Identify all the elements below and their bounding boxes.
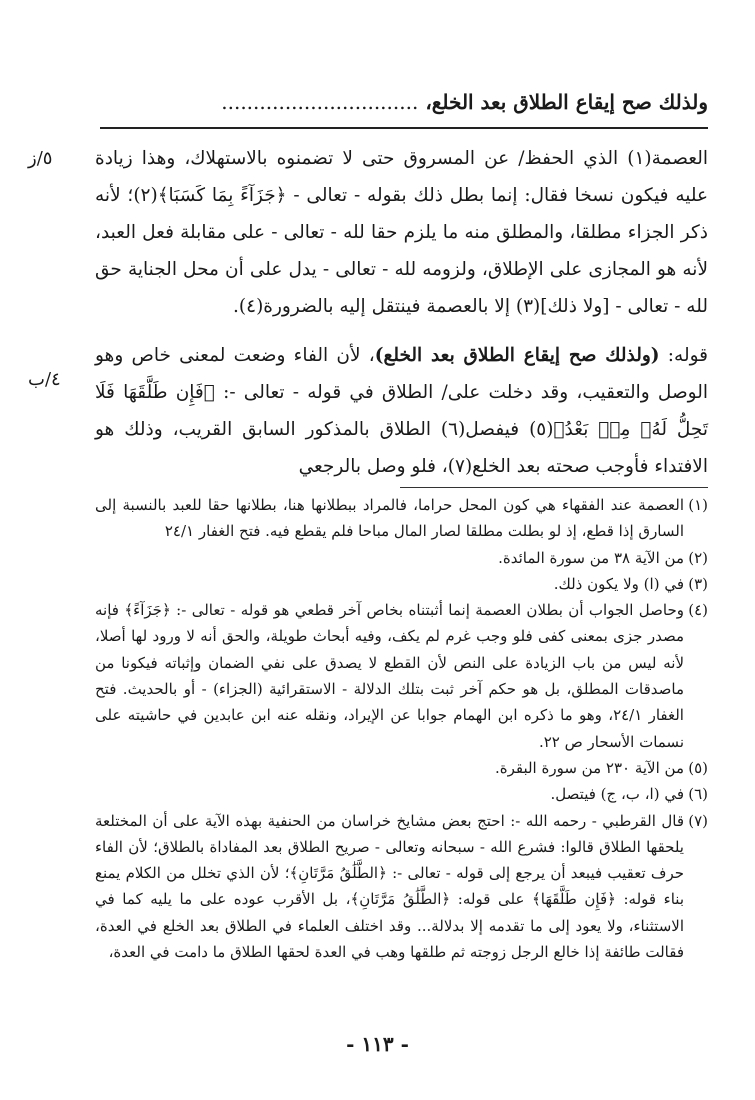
footnote-number: (٦) bbox=[688, 785, 708, 804]
footnote-7 bbox=[95, 808, 708, 966]
paragraph-2-text: ، لأن الفاء وضعت لمعنى خاص وهو الوصل والتعقيب، وقد دخلت على/ الطلاق في قوله - تعالى -: ﴿فَإِن طَلَّقَهَا فَلَا تَحِلُّ لَهُۥ مِنۢ بَعْدُ﴾(٥) فيفصل(٦) الطلاق بالمذكور السابق القريب، وذلك هو الافتداء فأوجب صحته بعد الخلع(٧)، فلو وصل بالرجعي bbox=[95, 345, 709, 477]
footnote-text: من الآية ٢٣٠ من سورة البقرة. bbox=[494, 758, 684, 777]
footnote-number: (١) bbox=[688, 496, 708, 514]
header-dots: ............................... bbox=[221, 90, 419, 114]
running-title: ولذلك صح إيقاع الطلاق بعد الخلع، bbox=[425, 90, 708, 114]
running-header bbox=[100, 84, 708, 120]
quote-label: قوله: bbox=[667, 345, 708, 366]
footnote-1 bbox=[95, 492, 708, 545]
header-rule bbox=[100, 127, 708, 129]
footnote-number: (٢) bbox=[688, 548, 708, 567]
footnote-3 bbox=[95, 571, 708, 597]
footnote-2 bbox=[95, 545, 708, 571]
paragraph-1: العصمة(١) الذي الحفظ/ عن المسروق حتى لا تضمنوه بالاستهلاك، وهذا زيادة عليه فيكون نسخا فقال: إنما بطل ذلك بقوله - تعالى - ﴿جَزَآءً بِمَا كَسَبَا﴾(٢)؛ لأنه ذكر الجزاء مطلقا، والمطلق منه ما يلزم حقا لله - تعالى - على مقابلة فعل العبد، لأنه هو المجازى على الإطلاق، ولزومه لله - تعالى - يدل على أن محل الجناية حق لله - تعالى - [ولا ذلك](٣) إلا بالعصمة فينتقل إليه بالضرورة(٤). bbox=[95, 148, 709, 317]
footnote-number: (٤) bbox=[688, 601, 708, 620]
footnote-6 bbox=[95, 781, 708, 807]
footnote-text: في (ا، ب، ج) فيتصل. bbox=[550, 785, 684, 804]
footnote-5 bbox=[95, 755, 708, 781]
footnote-number: (٥) bbox=[688, 758, 708, 777]
paragraph-2 bbox=[95, 337, 708, 485]
footnote-number: (٧) bbox=[688, 811, 708, 830]
footnote-number: (٣) bbox=[688, 574, 708, 593]
main-text bbox=[95, 140, 708, 485]
footnote-text: في (ا) ولا يكون ذلك. bbox=[553, 574, 684, 593]
quoted-heading: (ولذلك صح إيقاع الطلاق بعد الخلع) bbox=[374, 345, 660, 366]
footnote-text: العصمة عند الفقهاء هي كون المحل حراما، فالمراد ببطلانها هنا، بطلانها حقا للعبد بالنسبة إلى السارق إذا قطع، إذ لو بطلت مطلقا لصار المال مباحا فلم يقطع فيه. فتح الغفار ٢٤/١ bbox=[95, 496, 684, 541]
footnote-rule bbox=[400, 487, 708, 488]
margin-note-second: ٤/ب bbox=[28, 369, 61, 390]
footnote-text: قال القرطبي - رحمه الله -: احتج بعض مشايخ خراسان من الحنفية بهذه الآية على أن المختلعة يلحقها الطلاق قالوا: فشرع الله - سبحانه وتعالى - صريح الطلاق بعد المفاداة بالطلاق؛ لأن الفاء حرف تعقيب فيبعد أن يرجع إلى قوله - تعالى -: ﴿الطَّلَٰقُ مَرَّتَانِ﴾؛ لأن الذي تخلل من الكلام يمنع بناء قوله: ﴿فَإِن طَلَّقَهَا﴾ على قوله: ﴿الطَّلَٰقُ مَرَّتَانِ﴾، بل الأقرب عوده على ما يليه كما في الاستثناء، ولا يعود إلى ما تقدمه إلا بدلالة... وقد اختلف العلماء في الطلاق بعد الخلع في العدة، فقالت طائفة إذا خالع الرجل زوجته ثم طلقها وهب في العدة لحقها الطلاق ما دامت في العدة، bbox=[95, 811, 684, 962]
footnote-4 bbox=[95, 597, 708, 755]
footnote-text: من الآية ٣٨ من سورة المائدة. bbox=[498, 548, 684, 567]
footnote-text: وحاصل الجواب أن بطلان العصمة إنما أثبتناه بخاص آخر قطعي هو قوله - تعالى -: ﴿جَزَآءً﴾ فإنه مصدر جزى بمعنى كفى فلو وجب غرم لم يكف، وفيه أبحاث طويلة، والحق أنه لا ورود لها أصلا، لأنه ليس من باب الزيادة على النص لأن القطع لا يصدق على نفي الضمان وإثباته فيكونا من ماصدقات المطلق، بل هو حكم آخر ثبت بتلك الدلالة - الاستقرائية (الجزاء) - أو بالحديث. فتح الغفار ٢٤/١، وهو ما ذكره ابن الهمام جوابا عن الإيراد، ونقله عنه ابن عابدين في حاشيته على نسمات الأسحار ص ٢٢. bbox=[95, 601, 684, 751]
page-number: - ١١٣ - bbox=[346, 1032, 409, 1056]
margin-note-first: ٥/ز bbox=[28, 148, 53, 169]
footnotes bbox=[95, 492, 708, 965]
